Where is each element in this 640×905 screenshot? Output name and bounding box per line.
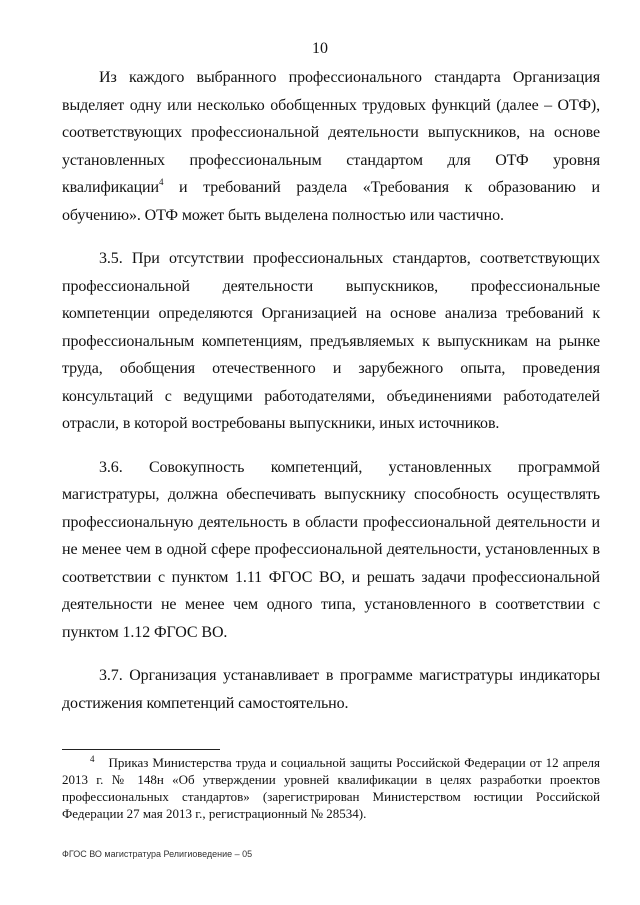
paragraph-otf-text: Из каждого выбранного профессионального стандарта Организация выделяет одну или несколько обобщенных трудовых функций (далее – ОТФ), соответствующих профессиональной деятельности выпускников, на основе установленных профессиональным стандартом для ОТФ уровня квалификации [62, 69, 600, 196]
body-text [62, 64, 600, 733]
page-number: 10 [312, 40, 328, 57]
footnote [62, 754, 600, 822]
paragraph-otf [62, 64, 600, 229]
page-footer: ФГОС ВО магистратура Религиоведение – 05 [62, 849, 253, 859]
footnote-mark: 4 [90, 754, 95, 764]
paragraph-3-6: 3.6. Совокупность компетенций, установленных программой магистратуры, должна обеспечивать выпускнику способность осуществлять профессиональную деятельность в области профессиональной деятельности и не менее чем в одной сфере профессиональной деятельности, установленных в соответствии с пунктом 1.11 ФГОС ВО, и решать задачи профессиональной деятельности не менее чем одного типа, установленного в соответствии с пунктом 1.12 ФГОС ВО. [62, 458, 600, 641]
footnote-text: Приказ Министерства труда и социальной защиты Российской Федерации от 12 апреля 2013 г. № 148н «Об утверждении уровней квалификации в целях разработки проектов профессиональных стандартов» (зарегистрирован Министерством юстиции Российской Федерации 27 мая 2013 г., регистрационный № 28534). [62, 755, 600, 821]
footnote-reference: 4 [158, 177, 164, 187]
paragraph-3-7: 3.7. Организация устанавливает в программе магистратуры индикаторы достижения компетенций самостоятельно. [62, 667, 600, 712]
footnote-separator [62, 749, 220, 750]
paragraph-otf-tail: и требований раздела «Требования к образованию и обучению». ОТФ может быть выделена полностью или частично. [62, 179, 600, 224]
paragraph-3-5: 3.5. При отсутствии профессиональных стандартов, соответствующих профессиональной деятельности выпускников, профессиональные компетенции определяются Организацией на основе анализа требований к профессиональным компетенциям, предъявляемых к выпускникам на рынке труда, обобщения отечественного и зарубежного опыта, проведения консультаций с ведущими работодателями, объединениями работодателей отрасли, в которой востребованы выпускники, иных источников. [62, 250, 600, 432]
